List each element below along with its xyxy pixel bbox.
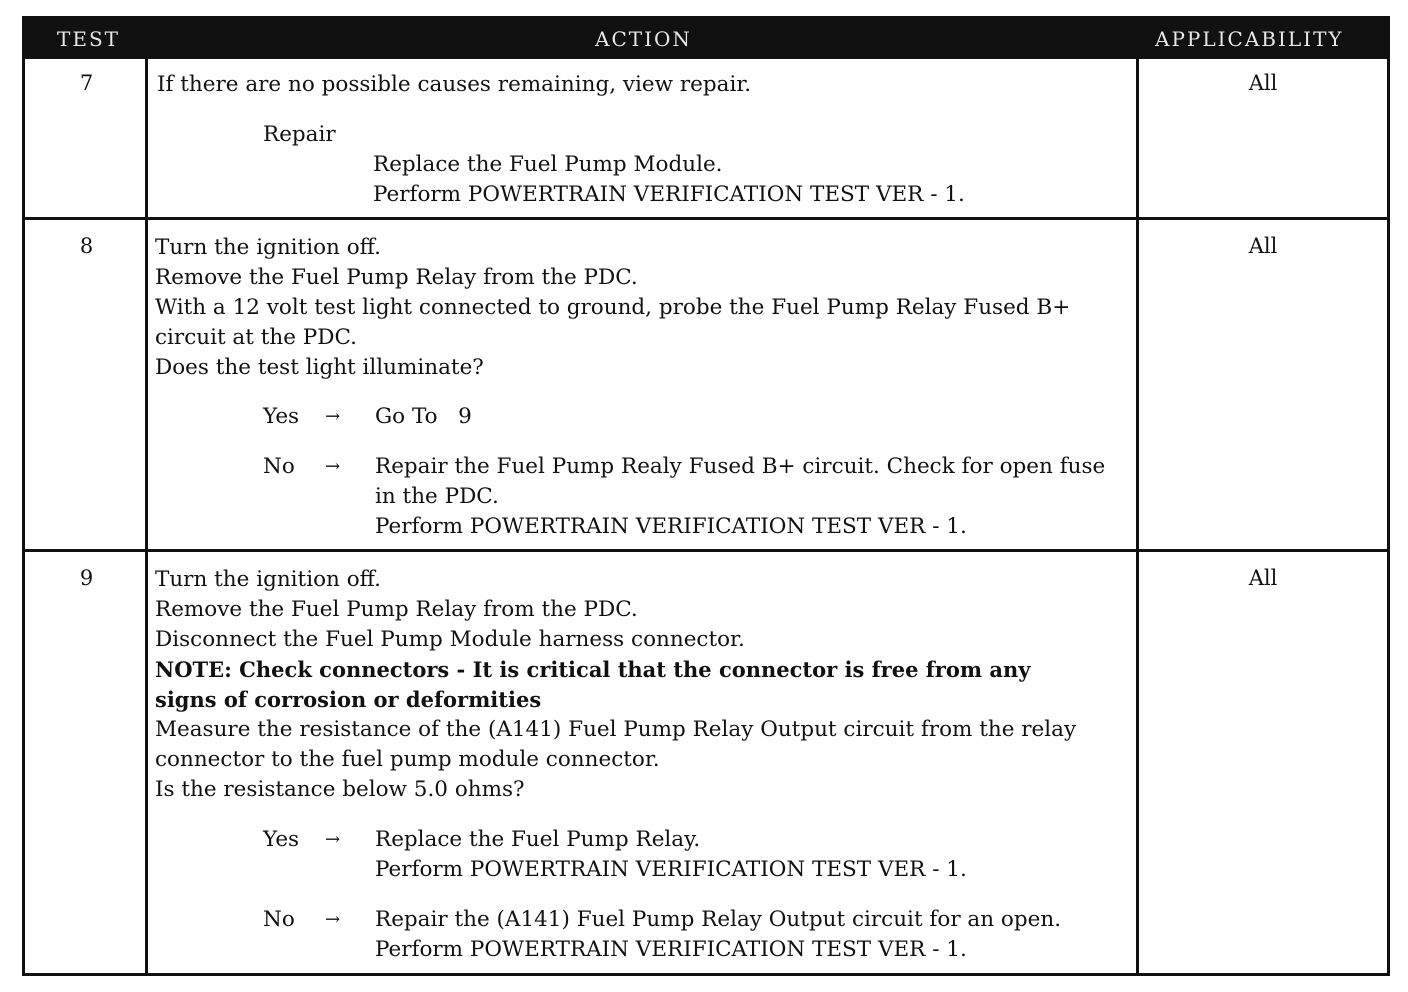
- yes-action: Go To 9: [375, 404, 472, 429]
- note-line: NOTE: Check connectors - It is critical that the connector is free from any: [155, 657, 1031, 682]
- header-action: ACTION: [595, 27, 692, 51]
- note-line: signs of corrosion or deformities: [155, 687, 542, 712]
- action-line: circuit at the PDC.: [155, 325, 357, 350]
- no-label: No: [263, 907, 295, 932]
- action-line: Remove the Fuel Pump Relay from the PDC.: [155, 597, 638, 622]
- header-test: TEST: [57, 27, 120, 51]
- right-arrow-icon: →: [325, 829, 341, 850]
- action-line: Is the resistance below 5.0 ohms?: [155, 777, 525, 802]
- yes-label: Yes: [263, 827, 300, 852]
- action-line: With a 12 volt test light connected to ground, probe the Fuel Pump Relay Fused B+: [155, 295, 1071, 320]
- table-row-test-9: [25, 549, 1387, 973]
- no-action: Perform POWERTRAIN VERIFICATION TEST VER - 1.: [375, 937, 967, 962]
- table-header: [25, 19, 1387, 59]
- action-line: Turn the ignition off.: [155, 235, 381, 260]
- no-label: No: [263, 454, 295, 479]
- no-action: Repair the (A141) Fuel Pump Relay Output circuit for an open.: [375, 907, 1062, 932]
- diagnostic-test-table: [22, 16, 1390, 976]
- yes-action: Perform POWERTRAIN VERIFICATION TEST VER - 1.: [375, 857, 967, 882]
- repair-line: Perform POWERTRAIN VERIFICATION TEST VER - 1.: [373, 182, 965, 207]
- test-number: 9: [79, 566, 94, 590]
- right-arrow-icon: →: [325, 909, 341, 930]
- action-line: Disconnect the Fuel Pump Module harness connector.: [155, 627, 745, 652]
- action-line: Does the test light illuminate?: [155, 355, 484, 380]
- repair-label: Repair: [263, 122, 336, 147]
- no-action: in the PDC.: [375, 484, 499, 509]
- repair-line: Replace the Fuel Pump Module.: [373, 152, 723, 177]
- action-line: If there are no possible causes remaining, view repair.: [157, 72, 752, 97]
- test-number: 8: [79, 234, 94, 258]
- yes-label: Yes: [263, 404, 300, 429]
- no-action: Perform POWERTRAIN VERIFICATION TEST VER - 1.: [375, 514, 967, 539]
- applicability-value: All: [1248, 566, 1278, 590]
- no-action: Repair the Fuel Pump Realy Fused B+ circuit. Check for open fuse: [375, 454, 1106, 479]
- action-line: connector to the fuel pump module connector.: [155, 747, 660, 772]
- header-applicability: APPLICABILITY: [1155, 27, 1344, 51]
- right-arrow-icon: →: [325, 456, 341, 477]
- applicability-value: All: [1248, 234, 1278, 258]
- applicability-value: All: [1248, 71, 1278, 95]
- table-row-test-7: [25, 59, 1387, 219]
- right-arrow-icon: →: [325, 406, 341, 427]
- action-line: Remove the Fuel Pump Relay from the PDC.: [155, 265, 638, 290]
- table-row-test-8: [25, 217, 1387, 549]
- action-line: Turn the ignition off.: [155, 567, 381, 592]
- yes-action: Replace the Fuel Pump Relay.: [375, 827, 701, 852]
- action-line: Measure the resistance of the (A141) Fuel Pump Relay Output circuit from the relay: [155, 717, 1077, 742]
- test-number: 7: [79, 71, 94, 95]
